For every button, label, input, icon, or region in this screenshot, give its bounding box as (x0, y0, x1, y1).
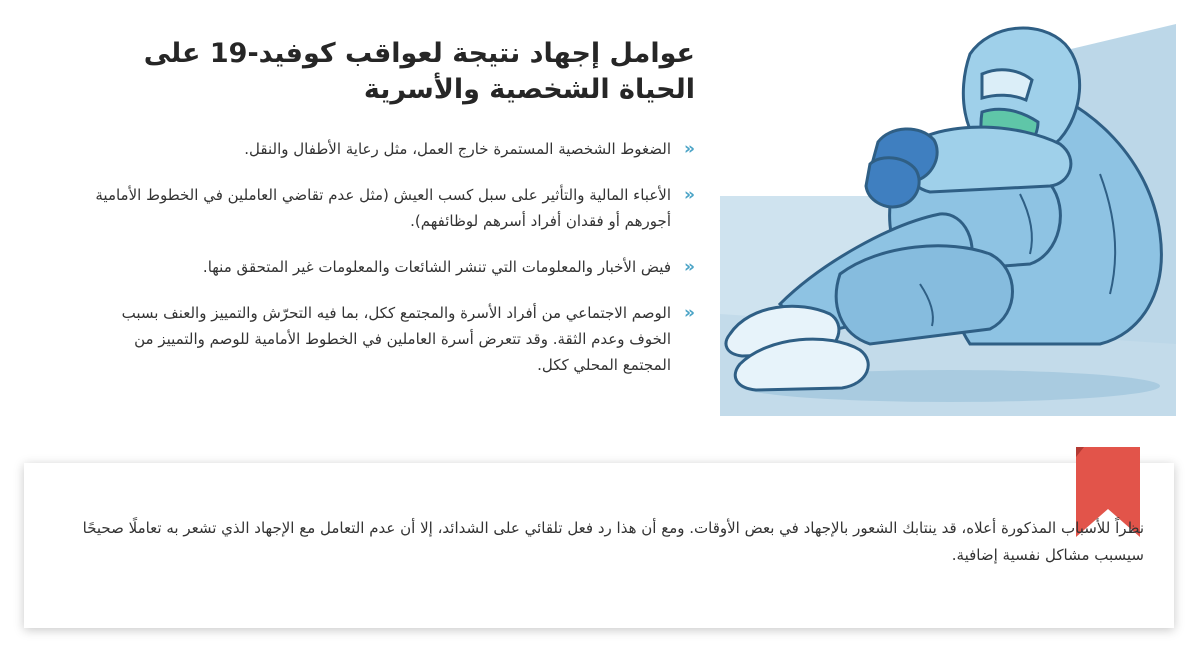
list-item-text: الضغوط الشخصية المستمرة خارج العمل، مثل رعاية الأطفال والنقل. (244, 140, 671, 158)
bullet-marker-icon: « (684, 185, 695, 205)
bullet-marker-icon: « (684, 139, 695, 159)
list-item (95, 254, 695, 280)
note-box (24, 463, 1174, 628)
stressor-list (95, 136, 695, 378)
list-item-text: الوصم الاجتماعي من أفراد الأسرة والمجتمع ككل، بما فيه التحرّش والتمييز والعنف بسبب الخوف وعدم الثقة. وقد تتعرض أسرة العاملين في الخطوط الأمامية للوصم والتمييز من المجتمع المحلي ككل. (121, 304, 671, 374)
list-item (95, 182, 695, 234)
list-item (95, 136, 695, 162)
list-item (95, 300, 695, 378)
bullet-marker-icon: « (684, 257, 695, 277)
list-item-text: فيض الأخبار والمعلومات التي تنشر الشائعات والمعلومات غير المتحقق منها. (202, 258, 671, 276)
exhausted-healthcare-worker-illustration (720, 14, 1176, 416)
list-item-text: الأعباء المالية والتأثير على سبل كسب العيش (مثل عدم تقاضي العاملين في الخطوط الأمامية أجورهم أو فقدان أفراد أسرهم لوظائفهم). (95, 186, 671, 230)
page-title: عوامل إجهاد نتيجة لعواقب كوفيد-19 على الحياة الشخصية والأسرية (143, 38, 695, 105)
note-text: نظراً للأسباب المذكورة أعلاه، قد ينتابك الشعور بالإجهاد في بعض الأوقات. ومع أن هذا رد فعل تلقائي على الشدائد، إلا أن عدم التعامل مع الإجهاد الذي تشعر به تعاملًا صحيحًا سيسبب مشاكل نفسية إضافية. (82, 519, 1144, 564)
bullet-marker-icon: « (684, 303, 695, 323)
main-content (95, 36, 695, 398)
